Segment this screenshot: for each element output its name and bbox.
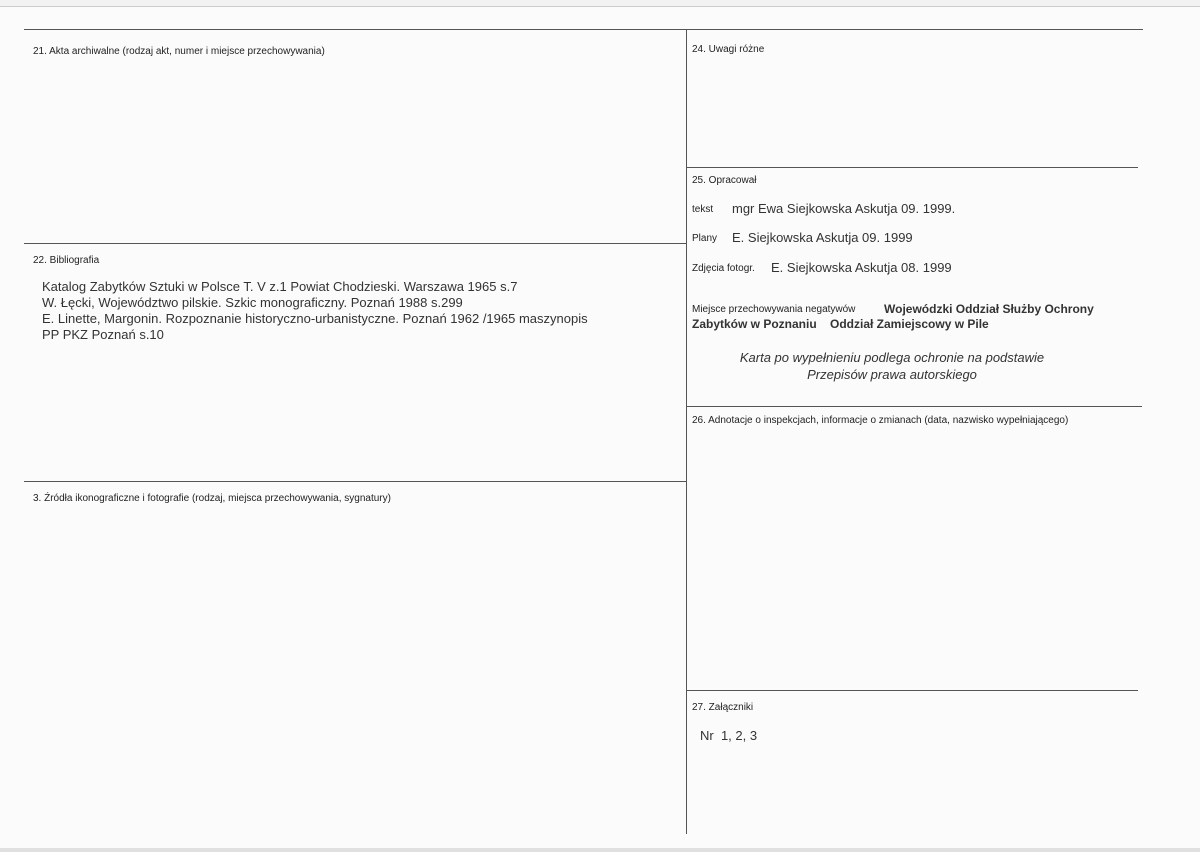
plany-value: E. Siejkowska Askutja 09. 1999 [732, 230, 913, 245]
attachments-value: Nr 1, 2, 3 [700, 728, 758, 743]
rule-26-27 [686, 690, 1138, 691]
plany-label: Plany [692, 233, 718, 244]
zdjecia-value: E. Siejkowska Askutja 08. 1999 [771, 260, 952, 275]
section-21-label: 21. Akta archiwalne (rodzaj akt, numer i miejsce przechowywania) [33, 46, 325, 57]
rule-22-23 [24, 481, 686, 482]
miejsce-value-line2: Zabytków w Poznaniu Oddział Zamiejscowy w Pile [692, 317, 989, 331]
copyright-note-line1: Karta po wypełnieniu podlega ochronie na podstawie [739, 350, 1045, 365]
bibliography-entry: E. Linette, Margonin. Rozpoznanie historyczno-urbanistyczne. Poznań 1962 /1965 maszynopis [42, 311, 588, 326]
rule-24-25 [686, 167, 1138, 168]
zdjecia-label: Zdjęcia fotogr. [692, 263, 755, 274]
section-23-label: 3. Źródła ikonograficzne i fotografie (rodzaj, miejsca przechowywania, sygnatury) [33, 493, 391, 504]
bibliography-entry: Katalog Zabytków Sztuki w Polsce T. V z.1 Powiat Chodzieski. Warszawa 1965 s.7 [42, 279, 518, 294]
page-top-edge [0, 0, 1200, 7]
rule-25-26 [686, 406, 1142, 407]
section-24-label: 24. Uwagi różne [692, 44, 765, 55]
center-divider [686, 29, 687, 834]
copyright-note [712, 349, 1072, 383]
section-22-label: 22. Bibliografia [33, 255, 100, 266]
tekst-label: tekst [692, 204, 714, 215]
miejsce-value-line1: Wojewódzki Oddział Służby Ochrony [884, 302, 1094, 316]
bibliography-list [42, 279, 588, 343]
section-25-label: 25. Opracował [692, 175, 757, 186]
tekst-value: mgr Ewa Siejkowska Askutja 09. 1999. [732, 201, 956, 216]
top-rule [24, 29, 1143, 30]
bibliography-entry: PP PKZ Poznań s.10 [42, 327, 164, 342]
section-27-label: 27. Załączniki [692, 702, 754, 713]
copyright-note-line2: Przepisów prawa autorskiego [807, 367, 977, 382]
page-bottom-edge [0, 848, 1200, 852]
rule-21-22 [24, 243, 686, 244]
section-26-label: 26. Adnotacje o inspekcjach, informacje o zmianach (data, nazwisko wypełniającego) [692, 415, 1069, 426]
bibliography-entry: W. Łęcki, Województwo pilskie. Szkic monograficzny. Poznań 1988 s.299 [42, 295, 463, 310]
miejsce-label: Miejsce przechowywania negatywów [692, 304, 856, 315]
